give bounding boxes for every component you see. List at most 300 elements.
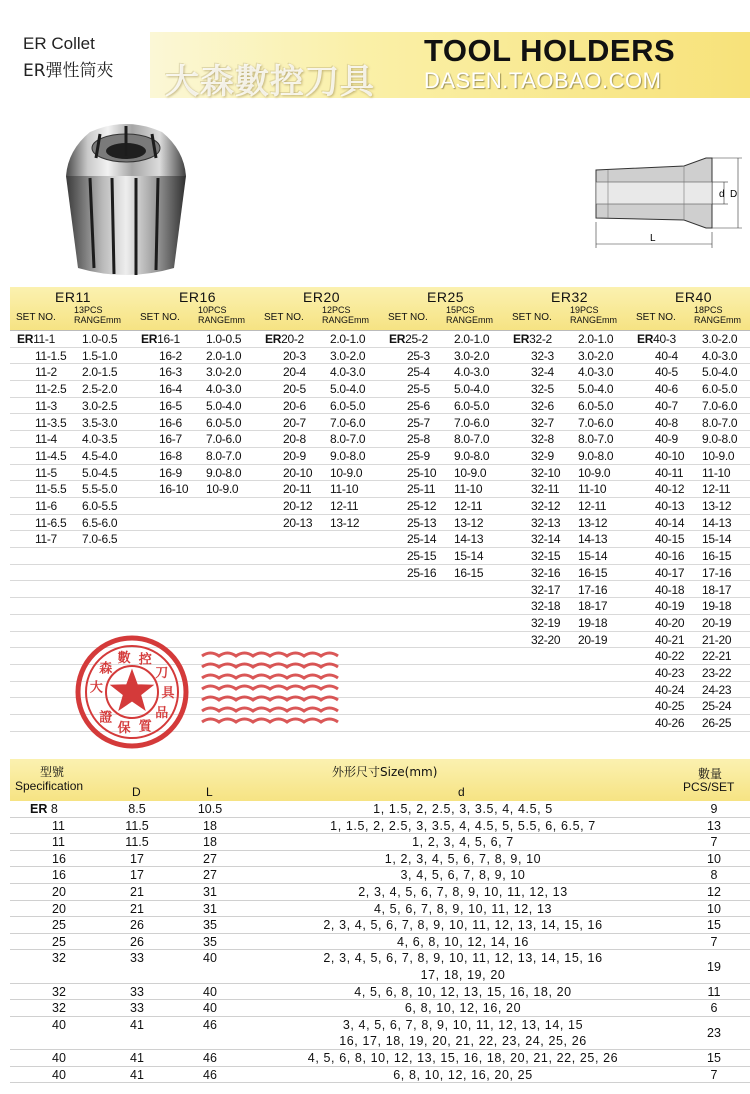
spec-D: 11.5 (125, 835, 149, 850)
spec-L: 35 (203, 918, 217, 933)
pcs-count: 10PCS (198, 305, 227, 315)
range-value: 12-11 (578, 499, 607, 513)
set-no: 11-4.5 (35, 448, 67, 463)
range-value: 6.0-5.0 (206, 415, 242, 430)
range-value: 13-12 (702, 499, 732, 513)
set-no: 25-10 (407, 465, 437, 480)
spec-row (10, 1000, 750, 1017)
stamp-char: 數 (117, 650, 131, 666)
label-d: d (719, 189, 725, 200)
spec-row (10, 818, 750, 835)
range-value: 3.0-2.0 (702, 332, 738, 346)
range-label: RANGEmm (322, 315, 369, 325)
spec-model: ER 8 (30, 802, 58, 816)
spec-L: 31 (203, 885, 217, 899)
set-no: 11-6 (35, 499, 57, 513)
pcs-count: 18PCS (694, 305, 723, 315)
set-no: 40-10 (655, 448, 685, 463)
set-no: 20-7 (283, 415, 306, 430)
set-no: 32-15 (531, 549, 561, 564)
spec-d-values: 3, 4, 5, 6, 7, 8, 9, 10, 11, 12, 13, 14, 15 (342, 1017, 584, 1032)
set-no: ER25-2 (389, 332, 428, 346)
set-no: 25-5 (407, 382, 430, 397)
stamp-star-icon (111, 670, 153, 710)
spec-model: 40 (52, 1067, 66, 1082)
range-value: 4.0-3.0 (454, 365, 490, 380)
spec-model: 20 (52, 885, 66, 899)
range-value: 10-9.0 (702, 448, 735, 463)
range-value: 4.0-3.0 (702, 348, 738, 363)
range-value: 7.0-6.5 (82, 532, 118, 547)
set-no: 20-3 (283, 348, 306, 363)
set-no: 20-10 (283, 465, 313, 480)
stamp-wave (202, 653, 338, 656)
range-value: 4.0-3.5 (82, 432, 118, 447)
collet-dimension-drawing (588, 152, 744, 254)
set-no: 32-8 (531, 432, 554, 447)
table-row (10, 498, 750, 515)
spec-D: 17 (130, 851, 144, 866)
range-value: 1.0-0.5 (206, 332, 242, 346)
spec-qty: 7 (710, 835, 718, 850)
range-value: 3.0-2.0 (578, 348, 614, 363)
stamp-wave (202, 708, 338, 711)
range-value: 16-15 (702, 549, 732, 564)
spec-model: 32 (52, 984, 66, 999)
set-no: 11-7 (35, 532, 57, 547)
range-label: RANGEmm (74, 315, 121, 325)
range-value: 7.0-6.0 (330, 415, 366, 430)
table-row (10, 598, 750, 615)
range-value: 2.0-1.5 (82, 365, 118, 380)
range-value: 6.0-5.0 (454, 398, 490, 413)
spec-L: 31 (203, 901, 217, 916)
range-value: 15-14 (578, 549, 608, 564)
spec-qty: 11 (707, 984, 721, 999)
spec-D: 33 (130, 1001, 144, 1016)
set-no: 25-14 (407, 532, 437, 547)
set-no: 25-12 (407, 499, 437, 513)
spec-L: 46 (203, 1051, 217, 1065)
set-no: 40-16 (655, 549, 685, 564)
spec-D: 17 (130, 868, 144, 883)
set-no: 32-13 (531, 515, 561, 530)
set-no: 16-9 (159, 465, 182, 480)
set-no: ER11-1 (17, 332, 56, 346)
range-value: 14-13 (578, 532, 608, 547)
set-no: 40-21 (655, 632, 685, 647)
range-value: 17-16 (702, 565, 732, 580)
range-value: 1.5-1.0 (82, 348, 118, 363)
stamp-char: 證 (99, 710, 113, 726)
range-value: 12-11 (454, 499, 483, 513)
table-row (10, 364, 750, 381)
spec-D: 26 (130, 918, 144, 933)
set-no: 11-6.5 (35, 515, 67, 530)
range-value: 3.0-2.0 (454, 348, 490, 363)
spec-row (10, 884, 750, 901)
set-no: 40-15 (655, 532, 685, 547)
set-no: 20-9 (283, 448, 306, 463)
range-value: 25-24 (702, 699, 732, 714)
range-value: 13-12 (578, 515, 608, 530)
range-value: 16-15 (454, 565, 484, 580)
head-size: 外形尺寸Size(mm) (332, 765, 438, 779)
set-no: 32-3 (531, 348, 554, 363)
stamp-wave (202, 664, 338, 667)
range-value: 23-22 (702, 666, 732, 680)
spec-D: 21 (130, 901, 144, 916)
table-row (10, 381, 750, 398)
range-value: 7.0-6.0 (702, 398, 738, 413)
shop-stamp (62, 626, 342, 756)
product-name-cn: ER彈性筒夾 (23, 61, 114, 81)
set-no: 40-20 (655, 615, 685, 630)
stamp-char: 具 (161, 686, 175, 701)
set-no: 20-6 (283, 398, 306, 413)
set-no: 20-8 (283, 432, 306, 447)
range-value: 3.0-2.0 (330, 348, 366, 363)
table-row (10, 548, 750, 565)
range-value: 14-13 (454, 532, 484, 547)
range-value: 10-9.0 (330, 465, 363, 480)
range-value: 7.0-6.0 (206, 432, 242, 447)
set-no: 32-6 (531, 398, 554, 413)
range-value: 7.0-6.0 (578, 415, 614, 430)
spec-D: 8.5 (128, 802, 146, 816)
range-value: 8.0-7.0 (206, 448, 242, 463)
range-value: 26-25 (702, 716, 732, 731)
set-no: 16-10 (159, 482, 189, 497)
set-no: 40-24 (655, 682, 685, 697)
spec-model: 20 (52, 901, 66, 916)
spec-L: 27 (203, 868, 217, 883)
set-no: 25-16 (407, 565, 437, 580)
set-no: 40-17 (655, 565, 685, 580)
table-row (10, 431, 750, 448)
stamp-wave (202, 697, 338, 700)
stamp-char: 森 (99, 661, 113, 677)
set-no: ER16-1 (141, 332, 180, 346)
spec-D: 33 (130, 984, 144, 999)
range-value: 17-16 (578, 582, 608, 597)
set-no: 40-7 (655, 398, 678, 413)
range-value: 3.0-2.5 (82, 398, 118, 413)
set-no: 40-13 (655, 499, 685, 513)
range-label: RANGEmm (570, 315, 617, 325)
range-value: 14-13 (702, 515, 732, 530)
spec-model: 32 (52, 951, 66, 966)
stamp-wave (202, 719, 338, 722)
range-value: 20-19 (702, 615, 732, 630)
range-value: 7.0-6.0 (454, 415, 490, 430)
set-no: 40-11 (655, 465, 684, 480)
series-header-er16 (134, 287, 256, 330)
range-value: 6.0-5.0 (330, 398, 366, 413)
set-no: 16-4 (159, 382, 182, 397)
set-no: 25-13 (407, 515, 437, 530)
set-no: 32-4 (531, 365, 554, 380)
set-no: 25-8 (407, 432, 430, 447)
range-value: 12-11 (702, 482, 731, 497)
range-value: 11-10 (330, 482, 359, 497)
set-no: 16-6 (159, 415, 182, 430)
spec-table-header (10, 759, 750, 801)
spec-L: 40 (203, 951, 217, 966)
set-no: 16-8 (159, 448, 182, 463)
range-value: 13-12 (330, 515, 360, 530)
set-no: 32-18 (531, 599, 561, 614)
set-no: 40-22 (655, 649, 685, 664)
table-row (10, 348, 750, 365)
set-no: 32-19 (531, 615, 561, 630)
range-value: 8.0-7.0 (454, 432, 490, 447)
range-value: 8.0-7.0 (702, 415, 738, 430)
range-value: 4.0-3.0 (578, 365, 614, 380)
range-value: 13-12 (454, 515, 484, 530)
set-no: 11-2 (35, 365, 57, 380)
pcs-count: 13PCS (74, 305, 103, 315)
set-no: 32-11 (531, 482, 560, 497)
range-value: 20-19 (578, 632, 608, 647)
range-value: 2.0-1.0 (330, 332, 366, 346)
spec-L: 18 (203, 835, 217, 850)
spec-d-values: 6, 8, 10, 12, 16, 20 (404, 1001, 522, 1016)
spec-row (10, 1050, 750, 1067)
set-no: 40-8 (655, 415, 678, 430)
series-table-header (10, 287, 750, 330)
set-no: 40-14 (655, 515, 685, 530)
head-qty-en: PCS/SET (683, 780, 735, 794)
set-no: 16-2 (159, 348, 182, 363)
spec-model: 25 (52, 918, 66, 933)
stamp-char: 品 (155, 706, 169, 722)
spec-d-values: 2, 3, 4, 5, 6, 7, 8, 9, 10, 11, 12, 13, 14, 15, 16 (323, 918, 603, 933)
spec-d-values: 6, 8, 10, 12, 16, 20, 25 (393, 1067, 533, 1082)
spec-model: 32 (52, 1001, 66, 1016)
set-no: 40-25 (655, 699, 685, 714)
spec-D: 41 (130, 1017, 144, 1032)
range-value: 19-18 (702, 599, 732, 614)
spec-qty: 12 (707, 885, 721, 899)
range-value: 9.0-8.0 (578, 448, 614, 463)
range-value: 5.0-4.0 (330, 382, 366, 397)
head-D: D (132, 785, 141, 799)
range-value: 8.0-7.0 (330, 432, 366, 447)
set-no: ER40-3 (637, 332, 676, 346)
set-no: 11-3 (35, 398, 57, 413)
range-value: 5.0-4.0 (578, 382, 614, 397)
table-row (10, 331, 750, 348)
set-no: 20-5 (283, 382, 306, 397)
range-value: 4.5-4.0 (82, 448, 118, 463)
spec-L: 10.5 (197, 802, 223, 816)
range-value: 12-11 (330, 499, 359, 513)
range-label: RANGEmm (694, 315, 741, 325)
spec-qty: 13 (707, 818, 721, 833)
set-no: 25-3 (407, 348, 430, 363)
set-no: 25-9 (407, 448, 430, 463)
range-value: 10-9.0 (578, 465, 611, 480)
range-value: 9.0-8.0 (454, 448, 490, 463)
spec-row (10, 917, 750, 934)
spec-qty: 9 (710, 802, 718, 816)
spec-D: 33 (130, 951, 144, 966)
label-L: L (650, 233, 656, 244)
spec-d-values: 1, 1.5, 2, 2.5, 3, 3.5, 4, 4.5, 5, 5.5, 6, 6.5, 7 (330, 818, 596, 833)
table-row (10, 582, 750, 599)
range-value: 18-17 (702, 582, 732, 597)
range-value: 5.0-4.0 (454, 382, 490, 397)
series-name: ER16 (179, 289, 217, 305)
head-d: d (458, 785, 465, 799)
stamp-char: 大 (89, 680, 103, 696)
spec-row (10, 934, 750, 951)
set-no: 32-5 (531, 382, 554, 397)
set-no-label: SET NO. (388, 312, 428, 323)
series-name: ER11 (55, 289, 91, 305)
range-value: 15-14 (702, 532, 732, 547)
spec-L: 40 (203, 1001, 217, 1016)
site-url: DASEN.TAOBAO.COM (424, 68, 662, 93)
range-value: 3.0-2.0 (206, 365, 242, 380)
set-no: 40-4 (655, 348, 678, 363)
spec-qty: 19 (707, 959, 721, 974)
range-value: 6.0-5.0 (702, 382, 738, 397)
set-no: 40-19 (655, 599, 685, 614)
set-no: 20-12 (283, 499, 313, 513)
spec-D: 21 (130, 885, 144, 899)
pcs-count: 15PCS (446, 305, 475, 315)
range-value: 22-21 (702, 649, 732, 664)
set-no-label: SET NO. (140, 312, 180, 323)
range-value: 2.0-1.0 (454, 332, 490, 346)
spec-qty: 15 (707, 918, 721, 933)
set-no: 16-3 (159, 365, 182, 380)
range-value: 8.0-7.0 (578, 432, 614, 447)
spec-qty: 15 (707, 1051, 721, 1065)
spec-row (10, 834, 750, 851)
spec-model: 25 (52, 934, 66, 949)
set-no: 25-7 (407, 415, 430, 430)
series-name: ER25 (427, 289, 465, 305)
spec-qty: 10 (707, 901, 721, 916)
spec-row (10, 950, 750, 983)
spec-model: 16 (52, 851, 66, 866)
spec-model: 16 (52, 868, 66, 883)
set-no: 20-11 (283, 482, 312, 497)
spec-row (10, 901, 750, 918)
pcs-count: 12PCS (322, 305, 351, 315)
spec-d-values: 2, 3, 4, 5, 6, 7, 8, 9, 10, 11, 12, 13, 14, 15, 16 (323, 951, 603, 966)
spec-d-values: 4, 5, 6, 7, 8, 9, 10, 11, 12, 13 (373, 901, 553, 916)
stamp-char: 刀 (155, 665, 169, 681)
set-no: 40-23 (655, 666, 685, 680)
set-no: 32-16 (531, 565, 561, 580)
head-L: L (206, 785, 213, 799)
spec-model: 40 (52, 1051, 66, 1065)
head-model-cn: 型號 (40, 765, 65, 779)
spec-D: 41 (130, 1067, 144, 1082)
set-no: 20-13 (283, 515, 313, 530)
label-D: D (730, 189, 738, 200)
table-row (10, 398, 750, 415)
range-value: 5.5-5.0 (82, 482, 118, 497)
range-value: 10-9.0 (206, 482, 239, 497)
set-no-label: SET NO. (264, 312, 304, 323)
set-no: 11-1.5 (35, 348, 67, 363)
spec-row (10, 1067, 750, 1084)
spec-d-values: 1, 2, 3, 4, 5, 6, 7 (412, 835, 514, 850)
range-value: 2.0-1.0 (578, 332, 614, 346)
set-no: 40-9 (655, 432, 678, 447)
set-no: 32-17 (531, 582, 561, 597)
series-header-er32 (506, 287, 628, 330)
spec-D: 41 (130, 1051, 144, 1065)
stamp-char: 保 (117, 721, 131, 737)
spec-row (10, 801, 750, 818)
set-no: 11-5.5 (35, 482, 67, 497)
spec-d-values: 1, 2, 3, 4, 5, 6, 7, 8, 9, 10 (384, 851, 542, 866)
set-no: 11-5 (35, 465, 57, 480)
range-value: 18-17 (578, 599, 608, 614)
set-no: 40-26 (655, 716, 685, 731)
set-no: ER20-2 (265, 332, 304, 346)
range-value: 11-10 (702, 465, 731, 480)
set-no-label: SET NO. (512, 312, 552, 323)
set-no: 40-12 (655, 482, 685, 497)
table-row (10, 565, 750, 582)
spec-L: 18 (203, 818, 217, 833)
set-no-label: SET NO. (16, 312, 56, 323)
set-no: 16-5 (159, 398, 182, 413)
series-header-er40 (630, 287, 750, 330)
pcs-count: 19PCS (570, 305, 599, 315)
set-no: ER32-2 (513, 332, 552, 346)
range-value: 2.5-2.0 (82, 382, 118, 397)
set-no: 16-7 (159, 432, 182, 447)
set-no: 32-20 (531, 632, 561, 647)
spec-qty: 7 (710, 1067, 718, 1082)
set-no-label: SET NO. (636, 312, 676, 323)
range-value: 2.0-1.0 (206, 348, 242, 363)
table-row (10, 481, 750, 498)
spec-d-values: 3, 4, 5, 6, 7, 8, 9, 10 (400, 868, 526, 883)
set-no: 32-7 (531, 415, 554, 430)
series-header-er25 (382, 287, 504, 330)
range-value: 10-9.0 (454, 465, 487, 480)
spec-qty: 6 (710, 1001, 718, 1016)
stamp-char: 質 (138, 719, 152, 735)
set-no: 40-18 (655, 582, 685, 597)
series-name: ER20 (303, 289, 341, 305)
spec-model: 40 (52, 1017, 66, 1032)
range-value: 6.0-5.5 (82, 499, 118, 513)
spec-row (10, 984, 750, 1001)
range-value: 5.0-4.0 (206, 398, 242, 413)
set-no: 25-6 (407, 398, 430, 413)
table-row (10, 448, 750, 465)
spec-row (10, 867, 750, 884)
set-no: 11-3.5 (35, 415, 67, 430)
range-value: 1.0-0.5 (82, 332, 118, 346)
table-row (10, 415, 750, 432)
set-no: 32-9 (531, 448, 554, 463)
range-value: 21-20 (702, 632, 732, 647)
page-header (0, 0, 750, 108)
range-value: 15-14 (454, 549, 484, 564)
set-no: 11-4 (35, 432, 57, 447)
